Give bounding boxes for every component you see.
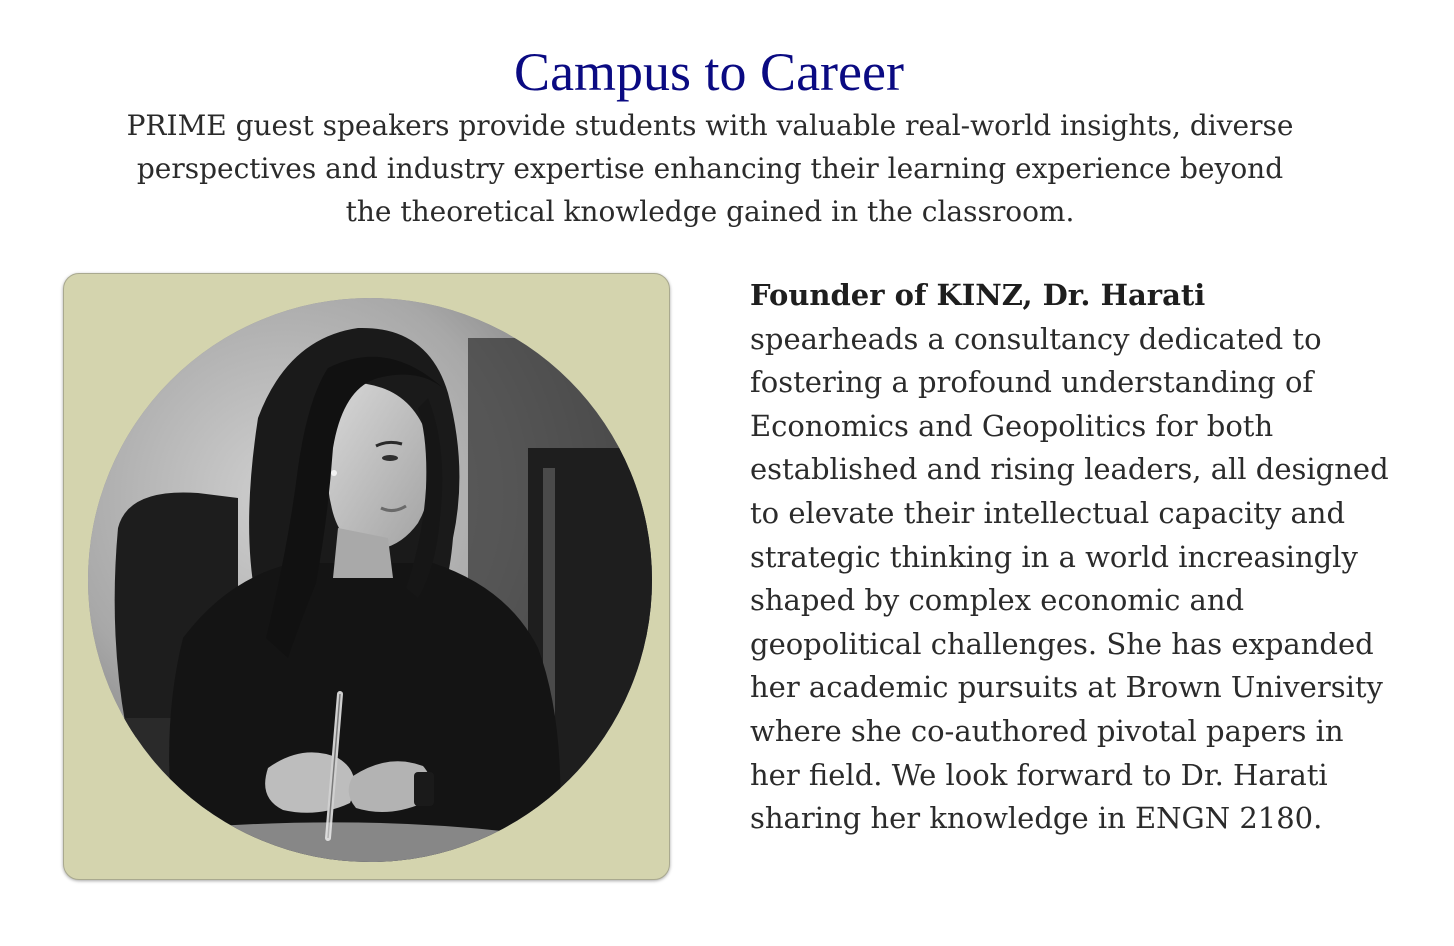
bio-line: strategic thinking in a world increasingly (750, 539, 1358, 574)
bio-line: her field. We look forward to Dr. Harati (750, 757, 1328, 792)
speaker-bio (750, 274, 1390, 841)
bio-line: to elevate their intellectual capacity and (750, 495, 1346, 530)
bio-line: established and rising leaders, all designed (750, 452, 1389, 487)
bio-line: where she co-authored pivotal papers in (750, 713, 1344, 748)
intro-paragraph: PRIME guest speakers provide students with valuable real-world insights, diverse perspectives and industry expertise enhancing their learning experience beyond the theoretical knowledge gained in the classroom. (126, 109, 1294, 228)
speaker-portrait-image (88, 298, 652, 862)
bio-line: sharing her knowledge in ENGN 2180. (750, 801, 1323, 836)
speaker-photo-card (63, 273, 670, 880)
bio-line: geopolitical challenges. She has expanded (750, 626, 1374, 661)
speaker-bio-heading: Founder of KINZ, Dr. Harati (750, 278, 1206, 312)
bio-line: Economics and Geopolitics for both (750, 408, 1274, 443)
bio-line: fostering a profound understanding of (750, 365, 1314, 400)
bio-line: shaped by complex economic and (750, 583, 1245, 618)
page-title: Campus to Career (514, 42, 904, 102)
bio-line: spearheads a consultancy dedicated to (750, 321, 1322, 356)
speaker-portrait (88, 298, 652, 862)
bio-line: her academic pursuits at Brown University (750, 670, 1383, 705)
